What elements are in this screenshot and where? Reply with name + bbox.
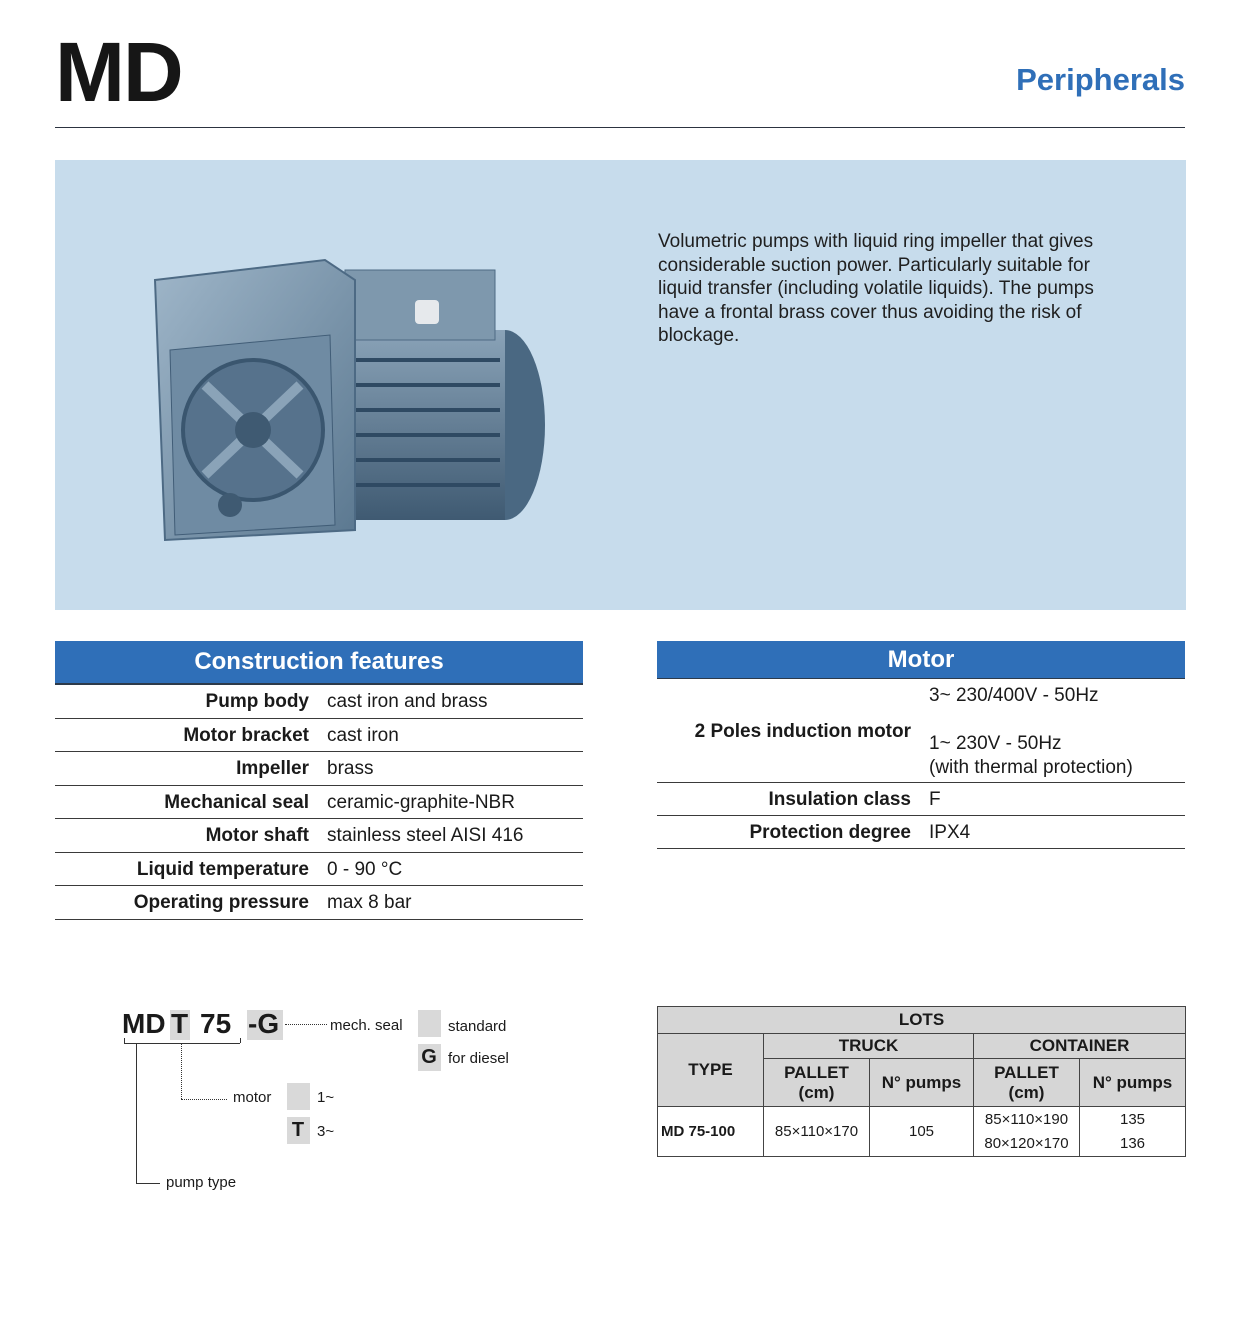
construction-features-title: Construction features — [55, 641, 583, 685]
n-pumps-header: N° pumps — [870, 1059, 974, 1107]
standard-label: standard — [448, 1018, 507, 1035]
leader-line — [181, 1043, 182, 1099]
spec-value — [929, 732, 1133, 780]
spec-row — [55, 752, 583, 786]
spec-value: F — [929, 789, 941, 810]
truck-pallet-cell: 85×110×170 — [764, 1107, 870, 1157]
spec-value: ceramic-graphite-NBR — [327, 791, 515, 813]
spec-row — [657, 816, 1185, 849]
spec-value: 3~ 230/400V - 50Hz — [929, 685, 1099, 706]
spec-label: 2 Poles induction motor — [694, 721, 911, 742]
container-pallet-cell: 80×120×170 — [974, 1132, 1080, 1157]
model-code-diagram — [118, 1000, 538, 1200]
three-phase-label: 3~ — [317, 1123, 335, 1140]
pallet-header-line: PALLET — [784, 1062, 849, 1082]
spec-value: cast iron and brass — [327, 691, 488, 712]
product-description: Volumetric pumps with liquid ring impeller that gives considerable suction power. Particularly suitable for liquid transfer (including volatile liquids). The pumps have a frontal brass cover thus avoiding the risk of blockage. — [658, 231, 1094, 346]
option-box — [287, 1083, 310, 1110]
pallet-header — [974, 1059, 1080, 1107]
mech-seal-label: mech. seal — [330, 1017, 403, 1034]
single-phase-label: 1~ — [317, 1089, 335, 1106]
container-pumps-cell: 136 — [1080, 1132, 1186, 1157]
leader-line — [136, 1183, 160, 1184]
spec-label: Mechanical seal — [164, 791, 309, 813]
pump-type-label: pump type — [166, 1174, 237, 1191]
spec-label: Motor bracket — [183, 724, 309, 746]
leader-line — [136, 1043, 137, 1183]
header-divider — [55, 127, 1185, 128]
construction-features-table — [55, 641, 583, 920]
type-header: TYPE — [658, 1034, 764, 1107]
pallet-header-unit: (cm) — [1008, 1082, 1045, 1102]
option-letter: G — [421, 1046, 437, 1068]
truck-header: TRUCK — [764, 1034, 974, 1059]
n-pumps-header: N° pumps — [1080, 1059, 1186, 1107]
bracket-line — [240, 1038, 241, 1043]
container-pallet-cell: 85×110×190 — [974, 1107, 1080, 1132]
spec-value: cast iron — [327, 724, 399, 746]
lots-table — [657, 1006, 1186, 1157]
spec-label: Operating pressure — [133, 892, 309, 913]
spec-row — [55, 853, 583, 887]
spec-label: Protection degree — [749, 822, 911, 843]
spec-value: stainless steel AISI 416 — [327, 825, 524, 846]
pallet-header-line: PALLET — [994, 1062, 1059, 1082]
spec-value-line: 1~ 230V - 50Hz — [929, 733, 1062, 754]
spec-row — [55, 685, 583, 719]
leader-line — [285, 1024, 327, 1025]
spec-value: brass — [327, 758, 374, 779]
spec-label: Motor shaft — [205, 825, 309, 846]
page-title: MD — [55, 25, 182, 119]
truck-pumps-cell: 105 — [870, 1107, 974, 1157]
spec-label: Liquid temperature — [136, 858, 309, 880]
spec-row — [55, 719, 583, 753]
spec-row — [55, 886, 583, 920]
product-hero — [55, 160, 1186, 610]
spec-value-line: (with thermal protection) — [929, 757, 1133, 778]
spec-row — [55, 819, 583, 853]
spec-label: Pump body — [205, 691, 309, 712]
pump-image — [135, 240, 565, 550]
lots-title: LOTS — [658, 1007, 1186, 1034]
code-part-motor: T — [171, 1008, 189, 1039]
motor-table — [657, 641, 1185, 849]
category-label: Peripherals — [1016, 62, 1185, 97]
motor-label: motor — [233, 1089, 272, 1106]
code-part-seal: -G — [248, 1008, 280, 1039]
spec-row — [657, 783, 1185, 816]
motor-title: Motor — [657, 641, 1185, 679]
spec-value: 0 - 90 °C — [327, 858, 403, 880]
option-letter: T — [291, 1119, 305, 1141]
spec-row — [657, 679, 1185, 783]
code-part-pump: MD — [122, 1008, 166, 1039]
code-part-size: 75 — [200, 1008, 232, 1039]
container-pumps-cell: 135 — [1080, 1107, 1186, 1132]
bracket-line — [124, 1043, 240, 1044]
pallet-header-unit: (cm) — [798, 1082, 835, 1102]
spec-value: max 8 bar — [327, 892, 412, 913]
spec-value: IPX4 — [929, 822, 971, 843]
leader-line — [181, 1099, 227, 1100]
option-box — [418, 1010, 441, 1037]
bracket-line — [124, 1038, 125, 1043]
pallet-header — [764, 1059, 870, 1107]
spec-label: Insulation class — [768, 789, 911, 810]
spec-label: Impeller — [236, 758, 309, 779]
type-cell: MD 75-100 — [658, 1107, 764, 1157]
diesel-label: for diesel — [448, 1050, 509, 1067]
spec-row — [55, 786, 583, 820]
container-header: CONTAINER — [974, 1034, 1186, 1059]
